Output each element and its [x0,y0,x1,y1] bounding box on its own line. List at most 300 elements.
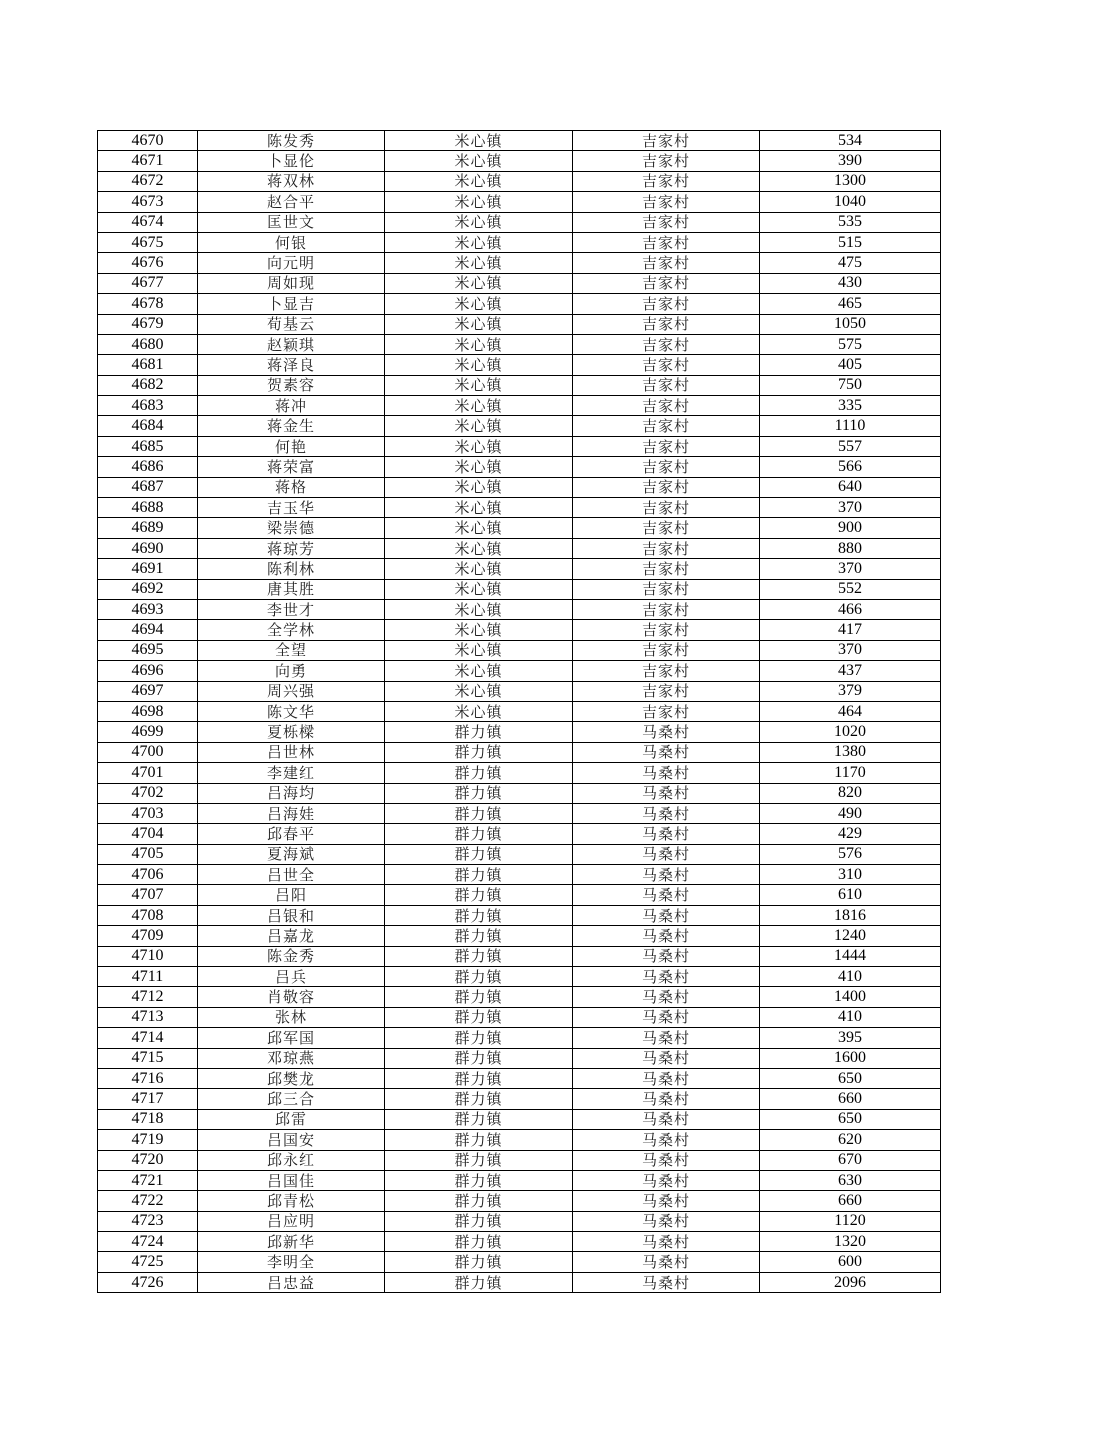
town-cell: 群力镇 [385,905,573,925]
name-cell: 邓琼燕 [198,1048,385,1068]
name-cell: 全学林 [198,620,385,640]
amount-cell: 466 [760,599,941,619]
name-cell: 吉玉华 [198,498,385,518]
table-row [98,294,941,314]
name-cell: 夏海斌 [198,844,385,864]
row-number-cell: 4679 [98,314,198,334]
amount-cell: 620 [760,1130,941,1150]
village-cell: 吉家村 [573,640,760,660]
village-cell: 吉家村 [573,518,760,538]
row-number-cell: 4708 [98,905,198,925]
village-cell: 吉家村 [573,253,760,273]
town-cell: 群力镇 [385,742,573,762]
village-cell: 马桑村 [573,1028,760,1048]
village-cell: 吉家村 [573,151,760,171]
row-number-cell: 4674 [98,212,198,232]
village-cell: 马桑村 [573,763,760,783]
town-cell: 米心镇 [385,559,573,579]
amount-cell: 610 [760,885,941,905]
name-cell: 吕嘉龙 [198,926,385,946]
town-cell: 米心镇 [385,294,573,314]
village-cell: 吉家村 [573,416,760,436]
data-table-body [98,131,941,1293]
row-number-cell: 4713 [98,1007,198,1027]
amount-cell: 464 [760,701,941,721]
village-cell: 吉家村 [573,681,760,701]
village-cell: 吉家村 [573,375,760,395]
table-row [98,987,941,1007]
town-cell: 群力镇 [385,824,573,844]
row-number-cell: 4690 [98,538,198,558]
table-row [98,538,941,558]
town-cell: 群力镇 [385,885,573,905]
table-row [98,1089,941,1109]
table-row [98,1007,941,1027]
town-cell: 群力镇 [385,1252,573,1272]
village-cell: 吉家村 [573,314,760,334]
table-row [98,1211,941,1231]
table-row [98,579,941,599]
amount-cell: 515 [760,232,941,252]
name-cell: 吕国佳 [198,1170,385,1190]
village-cell: 马桑村 [573,905,760,925]
name-cell: 匡世文 [198,212,385,232]
amount-cell: 370 [760,498,941,518]
village-cell: 马桑村 [573,1170,760,1190]
table-row [98,946,941,966]
village-cell: 吉家村 [573,294,760,314]
name-cell: 何艳 [198,436,385,456]
town-cell: 米心镇 [385,253,573,273]
name-cell: 赵颖琪 [198,334,385,354]
row-number-cell: 4709 [98,926,198,946]
name-cell: 陈利林 [198,559,385,579]
name-cell: 吕兵 [198,967,385,987]
village-cell: 吉家村 [573,212,760,232]
name-cell: 吕海均 [198,783,385,803]
town-cell: 米心镇 [385,599,573,619]
village-cell: 马桑村 [573,926,760,946]
amount-cell: 576 [760,844,941,864]
village-cell: 马桑村 [573,1068,760,1088]
town-cell: 群力镇 [385,844,573,864]
town-cell: 米心镇 [385,375,573,395]
village-cell: 马桑村 [573,1272,760,1292]
name-cell: 蒋泽良 [198,355,385,375]
town-cell: 米心镇 [385,620,573,640]
village-cell: 马桑村 [573,783,760,803]
table-row [98,701,941,721]
row-number-cell: 4671 [98,151,198,171]
amount-cell: 310 [760,865,941,885]
village-cell: 马桑村 [573,1109,760,1129]
row-number-cell: 4719 [98,1130,198,1150]
table-row [98,396,941,416]
town-cell: 米心镇 [385,477,573,497]
town-cell: 群力镇 [385,1191,573,1211]
name-cell: 邱军国 [198,1028,385,1048]
name-cell: 周如现 [198,273,385,293]
amount-cell: 1300 [760,171,941,191]
town-cell: 群力镇 [385,1211,573,1231]
amount-cell: 750 [760,375,941,395]
row-number-cell: 4676 [98,253,198,273]
town-cell: 群力镇 [385,1130,573,1150]
row-number-cell: 4670 [98,131,198,151]
name-cell: 吕阳 [198,885,385,905]
row-number-cell: 4684 [98,416,198,436]
town-cell: 群力镇 [385,865,573,885]
amount-cell: 535 [760,212,941,232]
village-cell: 马桑村 [573,1150,760,1170]
name-cell: 向元明 [198,253,385,273]
name-cell: 夏栎樑 [198,722,385,742]
row-number-cell: 4694 [98,620,198,640]
amount-cell: 1120 [760,1211,941,1231]
town-cell: 米心镇 [385,640,573,660]
village-cell: 马桑村 [573,865,760,885]
village-cell: 吉家村 [573,232,760,252]
village-cell: 吉家村 [573,436,760,456]
row-number-cell: 4698 [98,701,198,721]
table-row [98,783,941,803]
table-row [98,620,941,640]
row-number-cell: 4722 [98,1191,198,1211]
village-cell: 马桑村 [573,1130,760,1150]
amount-cell: 417 [760,620,941,640]
town-cell: 群力镇 [385,763,573,783]
name-cell: 李建红 [198,763,385,783]
data-table [97,130,941,1293]
table-row [98,1068,941,1088]
row-number-cell: 4687 [98,477,198,497]
amount-cell: 390 [760,151,941,171]
town-cell: 米心镇 [385,579,573,599]
amount-cell: 534 [760,131,941,151]
village-cell: 马桑村 [573,844,760,864]
row-number-cell: 4681 [98,355,198,375]
table-row [98,865,941,885]
amount-cell: 1240 [760,926,941,946]
row-number-cell: 4712 [98,987,198,1007]
village-cell: 吉家村 [573,579,760,599]
village-cell: 吉家村 [573,171,760,191]
name-cell: 蒋双林 [198,171,385,191]
table-row [98,314,941,334]
table-row [98,967,941,987]
table-row [98,640,941,660]
table-row [98,681,941,701]
amount-cell: 437 [760,661,941,681]
row-number-cell: 4720 [98,1150,198,1170]
row-number-cell: 4716 [98,1068,198,1088]
row-number-cell: 4705 [98,844,198,864]
row-number-cell: 4689 [98,518,198,538]
village-cell: 马桑村 [573,1191,760,1211]
row-number-cell: 4682 [98,375,198,395]
village-cell: 吉家村 [573,396,760,416]
amount-cell: 600 [760,1252,941,1272]
name-cell: 陈发秀 [198,131,385,151]
table-row [98,1232,941,1252]
town-cell: 群力镇 [385,783,573,803]
amount-cell: 552 [760,579,941,599]
table-row [98,722,941,742]
amount-cell: 1040 [760,192,941,212]
name-cell: 李明全 [198,1252,385,1272]
town-cell: 群力镇 [385,926,573,946]
amount-cell: 370 [760,640,941,660]
name-cell: 吕忠益 [198,1272,385,1292]
town-cell: 群力镇 [385,1007,573,1027]
table-row [98,171,941,191]
town-cell: 群力镇 [385,1068,573,1088]
village-cell: 马桑村 [573,722,760,742]
village-cell: 吉家村 [573,620,760,640]
amount-cell: 379 [760,681,941,701]
town-cell: 群力镇 [385,722,573,742]
town-cell: 群力镇 [385,987,573,1007]
town-cell: 群力镇 [385,1048,573,1068]
row-number-cell: 4704 [98,824,198,844]
table-row [98,824,941,844]
row-number-cell: 4718 [98,1109,198,1129]
town-cell: 米心镇 [385,314,573,334]
town-cell: 米心镇 [385,232,573,252]
row-number-cell: 4688 [98,498,198,518]
village-cell: 吉家村 [573,498,760,518]
table-row [98,844,941,864]
amount-cell: 557 [760,436,941,456]
table-row [98,1191,941,1211]
name-cell: 邱青松 [198,1191,385,1211]
village-cell: 马桑村 [573,987,760,1007]
amount-cell: 575 [760,334,941,354]
name-cell: 赵合平 [198,192,385,212]
table-row [98,599,941,619]
row-number-cell: 4678 [98,294,198,314]
name-cell: 贺素容 [198,375,385,395]
table-row [98,1130,941,1150]
name-cell: 吕国安 [198,1130,385,1150]
row-number-cell: 4680 [98,334,198,354]
amount-cell: 430 [760,273,941,293]
name-cell: 向勇 [198,661,385,681]
town-cell: 米心镇 [385,212,573,232]
village-cell: 马桑村 [573,885,760,905]
row-number-cell: 4675 [98,232,198,252]
amount-cell: 630 [760,1170,941,1190]
amount-cell: 1816 [760,905,941,925]
village-cell: 吉家村 [573,192,760,212]
amount-cell: 660 [760,1089,941,1109]
amount-cell: 650 [760,1109,941,1129]
village-cell: 马桑村 [573,824,760,844]
village-cell: 吉家村 [573,661,760,681]
name-cell: 陈文华 [198,701,385,721]
table-row [98,192,941,212]
table-row [98,436,941,456]
village-cell: 吉家村 [573,355,760,375]
row-number-cell: 4726 [98,1272,198,1292]
town-cell: 群力镇 [385,1170,573,1190]
amount-cell: 335 [760,396,941,416]
amount-cell: 405 [760,355,941,375]
town-cell: 米心镇 [385,273,573,293]
amount-cell: 465 [760,294,941,314]
amount-cell: 1400 [760,987,941,1007]
town-cell: 米心镇 [385,355,573,375]
table-row [98,232,941,252]
town-cell: 米心镇 [385,151,573,171]
table-row [98,518,941,538]
name-cell: 周兴强 [198,681,385,701]
table-row [98,926,941,946]
town-cell: 群力镇 [385,1150,573,1170]
town-cell: 米心镇 [385,701,573,721]
row-number-cell: 4703 [98,803,198,823]
row-number-cell: 4710 [98,946,198,966]
amount-cell: 475 [760,253,941,273]
amount-cell: 820 [760,783,941,803]
row-number-cell: 4693 [98,599,198,619]
amount-cell: 1444 [760,946,941,966]
table-row [98,1252,941,1272]
name-cell: 邱永红 [198,1150,385,1170]
amount-cell: 670 [760,1150,941,1170]
town-cell: 米心镇 [385,416,573,436]
amount-cell: 490 [760,803,941,823]
table-row [98,253,941,273]
name-cell: 张林 [198,1007,385,1027]
table-row [98,885,941,905]
village-cell: 吉家村 [573,457,760,477]
row-number-cell: 4686 [98,457,198,477]
row-number-cell: 4673 [98,192,198,212]
table-row [98,763,941,783]
row-number-cell: 4711 [98,967,198,987]
table-row [98,803,941,823]
town-cell: 米心镇 [385,131,573,151]
town-cell: 群力镇 [385,1028,573,1048]
amount-cell: 650 [760,1068,941,1088]
amount-cell: 1320 [760,1232,941,1252]
town-cell: 米心镇 [385,192,573,212]
amount-cell: 395 [760,1028,941,1048]
name-cell: 蒋荣富 [198,457,385,477]
amount-cell: 1170 [760,763,941,783]
row-number-cell: 4697 [98,681,198,701]
name-cell: 卜显吉 [198,294,385,314]
village-cell: 吉家村 [573,477,760,497]
town-cell: 米心镇 [385,171,573,191]
town-cell: 群力镇 [385,1272,573,1292]
row-number-cell: 4702 [98,783,198,803]
village-cell: 马桑村 [573,1252,760,1272]
village-cell: 吉家村 [573,701,760,721]
name-cell: 肖敬容 [198,987,385,1007]
town-cell: 米心镇 [385,661,573,681]
name-cell: 荀基云 [198,314,385,334]
name-cell: 蒋冲 [198,396,385,416]
amount-cell: 1600 [760,1048,941,1068]
row-number-cell: 4699 [98,722,198,742]
table-row [98,273,941,293]
village-cell: 马桑村 [573,1048,760,1068]
table-row [98,1109,941,1129]
town-cell: 群力镇 [385,1109,573,1129]
name-cell: 吕世全 [198,865,385,885]
amount-cell: 1050 [760,314,941,334]
row-number-cell: 4723 [98,1211,198,1231]
village-cell: 马桑村 [573,946,760,966]
village-cell: 吉家村 [573,538,760,558]
town-cell: 米心镇 [385,334,573,354]
name-cell: 唐其胜 [198,579,385,599]
table-row [98,498,941,518]
row-number-cell: 4707 [98,885,198,905]
amount-cell: 660 [760,1191,941,1211]
town-cell: 群力镇 [385,1089,573,1109]
row-number-cell: 4724 [98,1232,198,1252]
village-cell: 吉家村 [573,599,760,619]
amount-cell: 1110 [760,416,941,436]
table-row [98,212,941,232]
village-cell: 马桑村 [573,1007,760,1027]
amount-cell: 410 [760,1007,941,1027]
name-cell: 李世才 [198,599,385,619]
amount-cell: 370 [760,559,941,579]
table-row [98,905,941,925]
table-row [98,477,941,497]
table-row [98,1272,941,1292]
row-number-cell: 4683 [98,396,198,416]
name-cell: 吕海娃 [198,803,385,823]
row-number-cell: 4692 [98,579,198,599]
name-cell: 陈金秀 [198,946,385,966]
table-row [98,416,941,436]
table-row [98,559,941,579]
name-cell: 邱新华 [198,1232,385,1252]
row-number-cell: 4672 [98,171,198,191]
amount-cell: 1020 [760,722,941,742]
row-number-cell: 4725 [98,1252,198,1272]
town-cell: 群力镇 [385,803,573,823]
name-cell: 吕世林 [198,742,385,762]
table-row [98,457,941,477]
table-row [98,1150,941,1170]
name-cell: 蒋琼芳 [198,538,385,558]
village-cell: 吉家村 [573,131,760,151]
name-cell: 全望 [198,640,385,660]
village-cell: 马桑村 [573,742,760,762]
row-number-cell: 4706 [98,865,198,885]
table-row [98,1048,941,1068]
name-cell: 邱春平 [198,824,385,844]
town-cell: 米心镇 [385,436,573,456]
row-number-cell: 4691 [98,559,198,579]
village-cell: 马桑村 [573,1089,760,1109]
name-cell: 梁崇德 [198,518,385,538]
table-row [98,334,941,354]
table-row [98,742,941,762]
amount-cell: 1380 [760,742,941,762]
row-number-cell: 4685 [98,436,198,456]
table-row [98,1170,941,1190]
amount-cell: 880 [760,538,941,558]
table-row [98,151,941,171]
row-number-cell: 4700 [98,742,198,762]
